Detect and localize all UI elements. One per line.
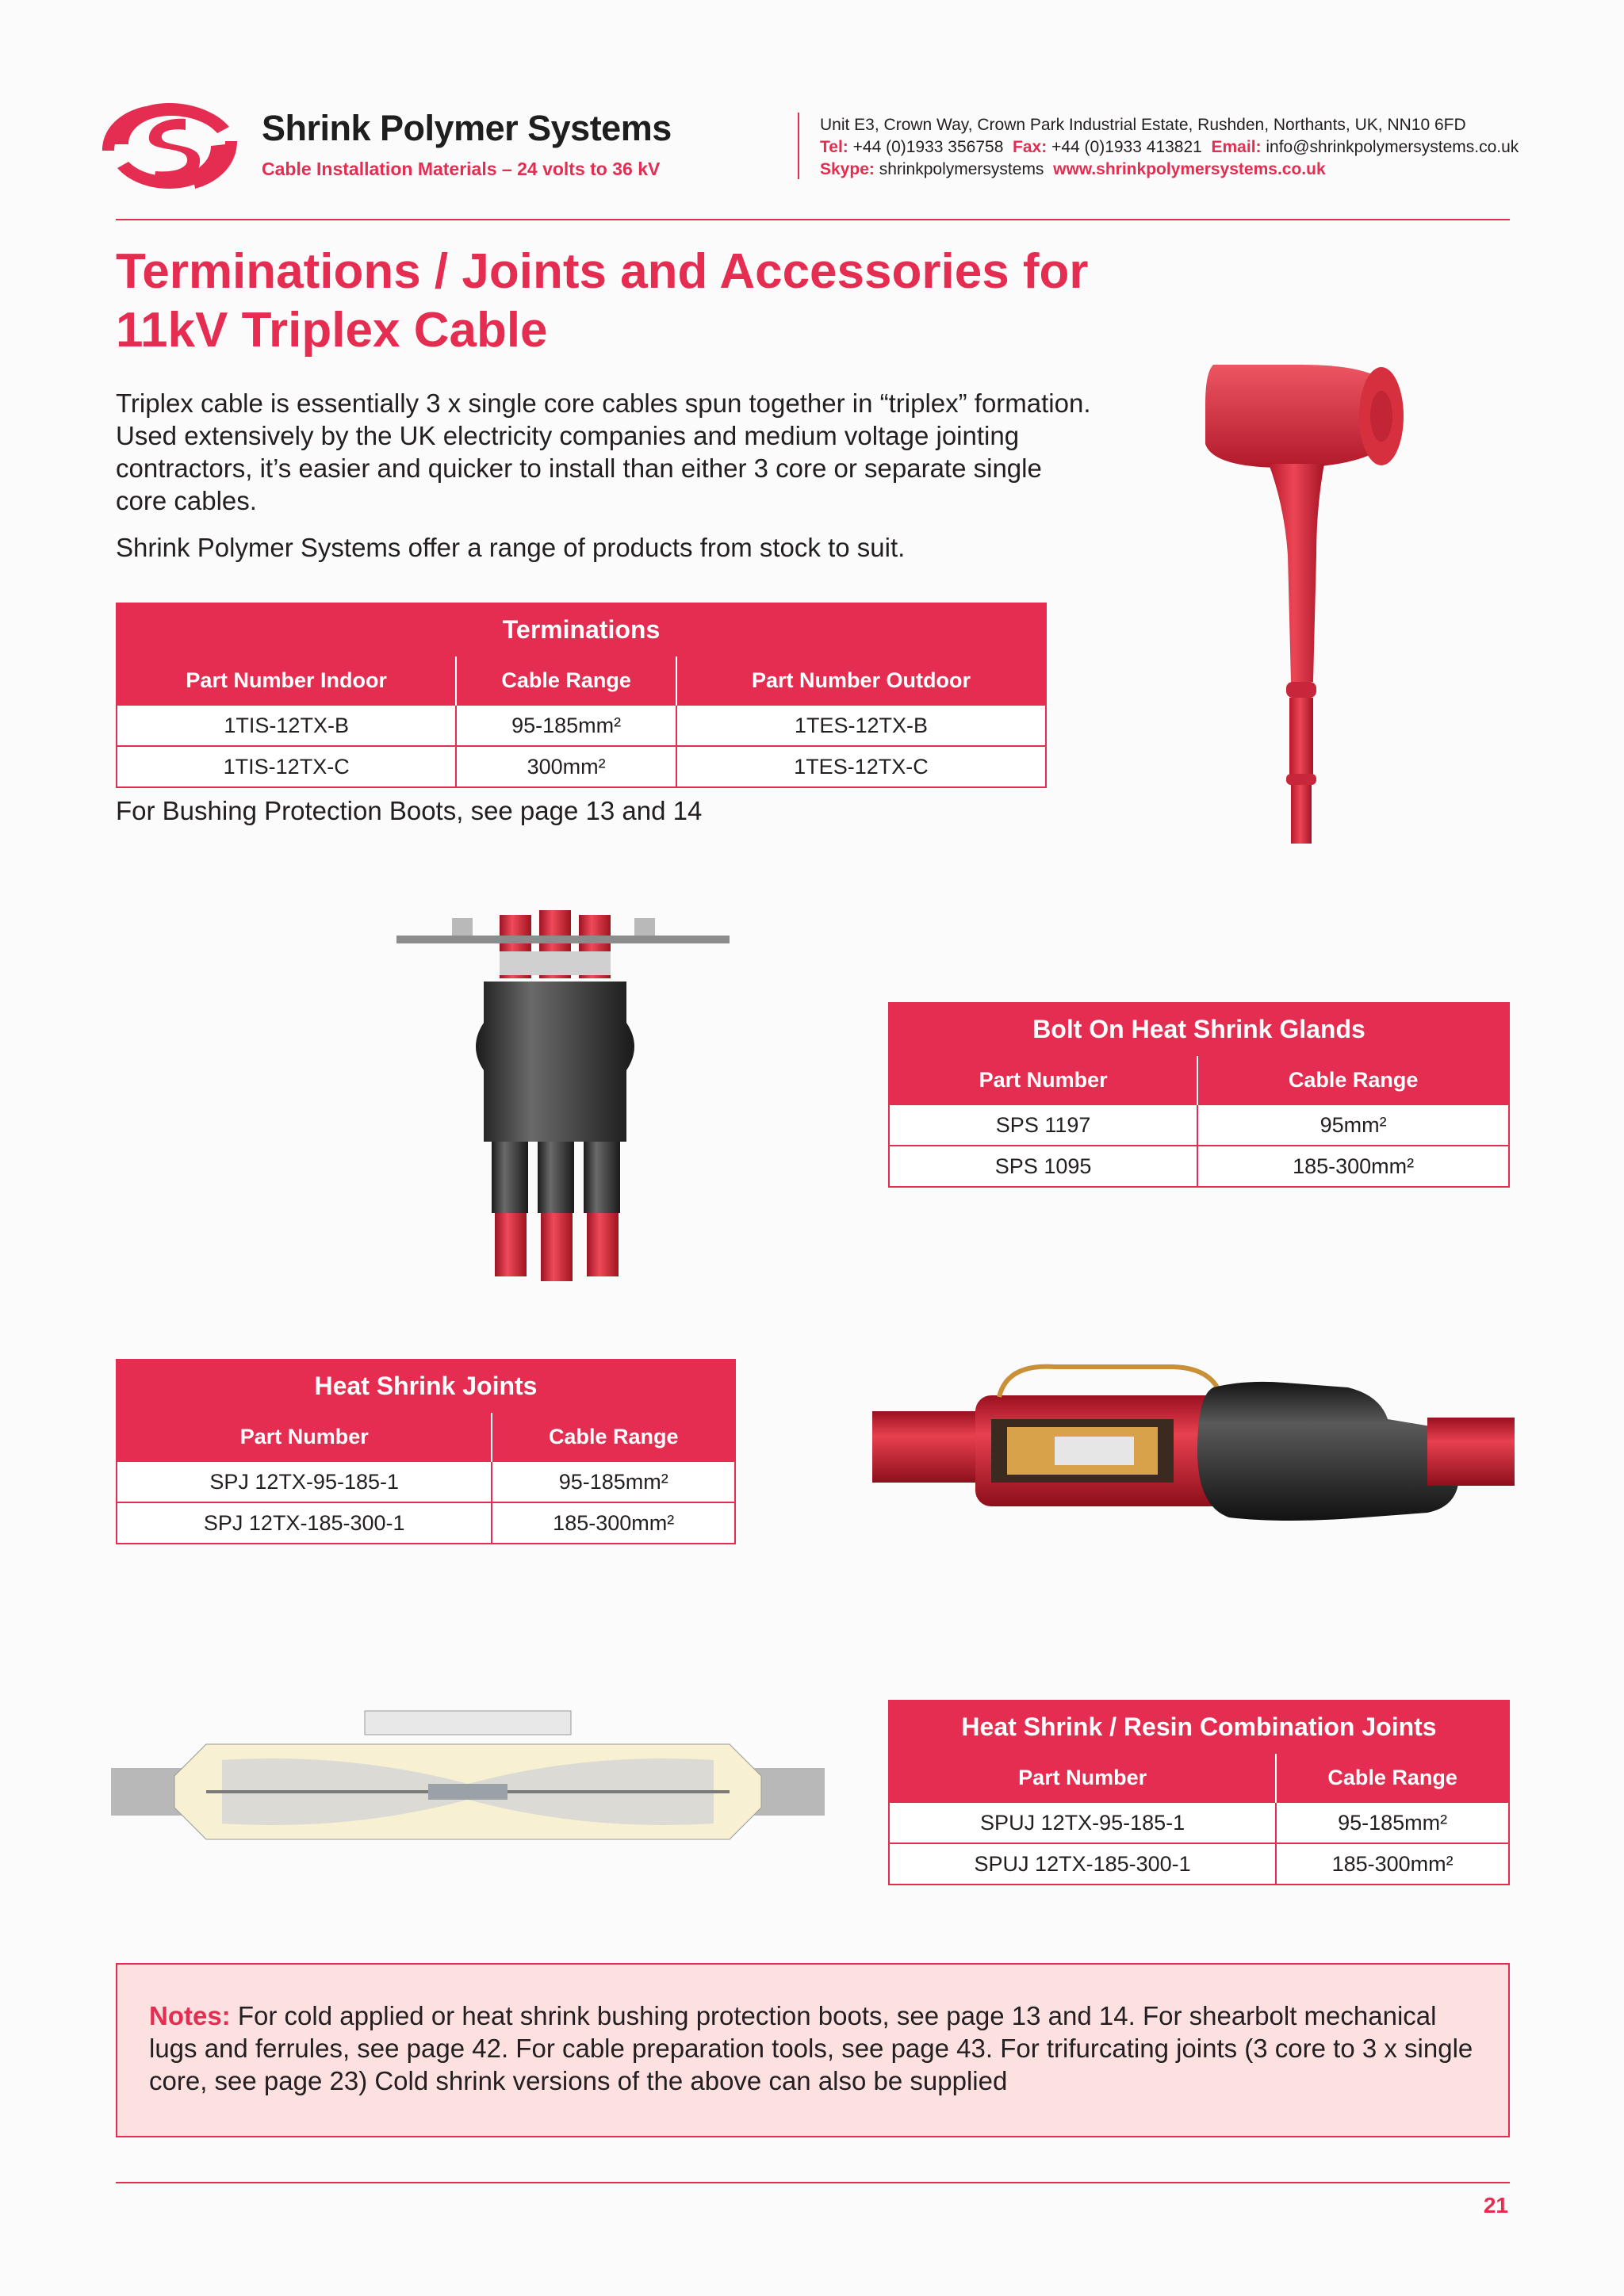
joints-table bbox=[116, 1359, 736, 1544]
title-line-2: 11kV Triplex Cable bbox=[116, 303, 548, 358]
title-line-1: Terminations / Joints and Accessories for bbox=[116, 244, 1089, 299]
column-header: Cable Range bbox=[492, 1412, 735, 1461]
heat-shrink-joint-image bbox=[872, 1348, 1515, 1554]
company-tagline: Cable Installation Materials – 24 volts to 36 kV bbox=[262, 159, 661, 179]
company-logo bbox=[98, 95, 241, 198]
column-header: Part Number bbox=[889, 1753, 1276, 1802]
table-cell: 300mm² bbox=[456, 746, 676, 787]
contact-phone-line bbox=[820, 138, 1519, 157]
page-title bbox=[116, 243, 1226, 360]
tel-label: Tel: bbox=[820, 138, 848, 156]
glands-table bbox=[888, 1002, 1510, 1188]
company-name: Shrink Polymer Systems bbox=[262, 108, 672, 148]
notes-box bbox=[116, 1963, 1510, 2137]
fax-label: Fax: bbox=[1013, 138, 1048, 156]
table-row bbox=[117, 1502, 735, 1544]
header-divider bbox=[798, 113, 799, 179]
skype-value: shrinkpolymersystems bbox=[879, 160, 1044, 178]
email-link[interactable]: info@shrinkpolymersystems.co.uk bbox=[1266, 138, 1519, 156]
tel-value: +44 (0)1933 356758 bbox=[852, 138, 1004, 156]
table-row bbox=[889, 1104, 1509, 1146]
table-cell: SPS 1197 bbox=[889, 1104, 1197, 1146]
table-caption: Heat Shrink Joints bbox=[117, 1360, 735, 1412]
intro-paragraph: Triplex cable is essentially 3 x single core cables spun together in “triplex” formation. Used extensively by the UK electricity companies and medium voltage jointing contractors, it’s easier and quicker to install than either 3 core or separate single core cables. bbox=[116, 388, 1091, 515]
email-label: Email: bbox=[1211, 138, 1262, 156]
column-header: Cable Range bbox=[456, 656, 676, 705]
table-cell: SPUJ 12TX-95-185-1 bbox=[889, 1802, 1276, 1843]
table-cell: SPJ 12TX-185-300-1 bbox=[117, 1502, 492, 1544]
table-cell: 1TIS-12TX-B bbox=[117, 705, 456, 746]
table-cell: 1TES-12TX-C bbox=[676, 746, 1046, 787]
column-header: Part Number bbox=[889, 1055, 1197, 1104]
table-row bbox=[117, 1461, 735, 1502]
column-header: Cable Range bbox=[1276, 1753, 1509, 1802]
bushing-boots-note: For Bushing Protection Boots, see page 13 and 14 bbox=[116, 796, 703, 825]
table-cell: 185-300mm² bbox=[492, 1502, 735, 1544]
table-cell: 95mm² bbox=[1197, 1104, 1509, 1146]
table-cell: 1TIS-12TX-C bbox=[117, 746, 456, 787]
table-cell: 95-185mm² bbox=[456, 705, 676, 746]
table-cell: 95-185mm² bbox=[1276, 1802, 1509, 1843]
website-link[interactable]: www.shrinkpolymersystems.co.uk bbox=[1053, 160, 1326, 178]
table-cell: SPS 1095 bbox=[889, 1146, 1197, 1187]
table-cell: 185-300mm² bbox=[1276, 1843, 1509, 1885]
termination-boot-image bbox=[1197, 349, 1411, 856]
notes-text: For cold applied or heat shrink bushing protection boots, see page 13 and 14. For shearbolt mechanical lugs and ferrules, see page 42. For cable preparation tools, see page 43. For trifurcating joints (3 core to 3 x single core, see page 23) Cold shrink versions of the above can also be supplied bbox=[149, 2001, 1473, 2095]
table-cell: SPUJ 12TX-185-300-1 bbox=[889, 1843, 1276, 1885]
table-cell: 185-300mm² bbox=[1197, 1146, 1509, 1187]
column-header: Cable Range bbox=[1197, 1055, 1509, 1104]
table-cell: 1TES-12TX-B bbox=[676, 705, 1046, 746]
intro-stock-note: Shrink Polymer Systems offer a range of products from stock to suit. bbox=[116, 533, 906, 562]
table-cell: 95-185mm² bbox=[492, 1461, 735, 1502]
table-caption: Terminations bbox=[117, 603, 1046, 656]
table-row bbox=[117, 746, 1046, 787]
fax-value: +44 (0)1933 413821 bbox=[1051, 138, 1202, 156]
resin-joints-table bbox=[888, 1700, 1510, 1885]
skype-label: Skype: bbox=[820, 160, 875, 178]
page-number: 21 bbox=[1483, 2193, 1508, 2218]
column-header: Part Number Indoor bbox=[117, 656, 456, 705]
contact-address: Unit E3, Crown Way, Crown Park Industrial Estate, Rushden, Northants, UK, NN10 6FD bbox=[820, 116, 1466, 134]
terminations-table bbox=[116, 603, 1047, 788]
header-rule bbox=[116, 219, 1510, 220]
notes-label: Notes: bbox=[149, 2001, 231, 2030]
table-cell: SPJ 12TX-95-185-1 bbox=[117, 1461, 492, 1502]
resin-joint-image bbox=[111, 1705, 825, 1863]
column-header: Part Number bbox=[117, 1412, 492, 1461]
table-row bbox=[889, 1843, 1509, 1885]
column-header: Part Number Outdoor bbox=[676, 656, 1046, 705]
table-row bbox=[117, 705, 1046, 746]
footer-rule bbox=[116, 2182, 1510, 2183]
table-row bbox=[889, 1802, 1509, 1843]
table-caption: Heat Shrink / Resin Combination Joints bbox=[889, 1701, 1509, 1753]
table-row bbox=[889, 1146, 1509, 1187]
heat-shrink-gland-image bbox=[389, 904, 737, 1284]
contact-skype-line bbox=[820, 160, 1326, 179]
table-caption: Bolt On Heat Shrink Glands bbox=[889, 1003, 1509, 1055]
